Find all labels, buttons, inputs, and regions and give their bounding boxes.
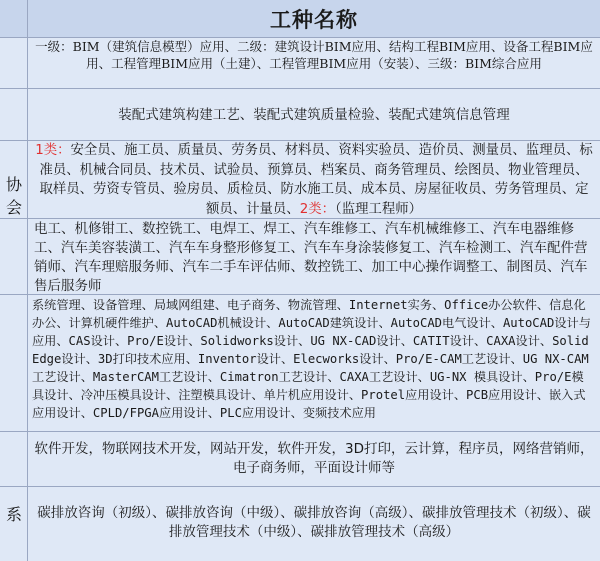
table-header bbox=[28, 0, 600, 38]
category-1-label: 1类： bbox=[35, 143, 71, 158]
row-prefab-text: 装配式建筑构建工艺、装配式建筑质量检验、装配式建筑信息管理 bbox=[118, 107, 510, 123]
left-header-cell bbox=[0, 0, 28, 38]
left-cell-5 bbox=[0, 295, 28, 432]
left-cell-2 bbox=[0, 89, 28, 141]
row-mechanic-trades bbox=[28, 219, 600, 295]
row-construction-staff bbox=[28, 141, 600, 219]
row-carbon bbox=[28, 487, 600, 561]
category-label-association: 协会 bbox=[5, 175, 22, 217]
row-prefab bbox=[28, 89, 600, 141]
row-bim-text: 一级：BIM（建筑信息模型）应用、二级：建筑设计BIM应用、结构工程BIM应用、设备工程BIM应用、工程管理BIM应用（土建）、工程管理BIM应用（安装）、三级：BIM综合应用 bbox=[35, 39, 593, 71]
category-1-text: 安全员、施工员、质量员、劳务员、材料员、资料实验员、造价员、测量员、监理员、标准员、机械合同员、技术员、试验员、预算员、档案员、商务管理员、绘图员、物业管理员、取样员、劳资专管员、验房员、质检员、防水施工员、成本员、房屋征收员、劳务管理员、定额员、计量员、 bbox=[39, 143, 593, 217]
category-2-label: 2类： bbox=[299, 201, 335, 217]
row-bim bbox=[28, 38, 600, 89]
category-2-text: （监理工程师） bbox=[335, 201, 423, 217]
row-cad-it bbox=[28, 295, 600, 432]
left-cell-4 bbox=[0, 219, 28, 295]
left-cell-1 bbox=[0, 38, 28, 89]
page-title: 工种名称 bbox=[270, 6, 358, 32]
row-software bbox=[28, 432, 600, 487]
left-category-column bbox=[0, 0, 28, 561]
row-software-text: 软件开发，物联网技术开发，网站开发，软件开发，3D打印，云计算，程序员，网络营销师，电子商务师，平面设计师等 bbox=[34, 441, 594, 476]
row-mechanic-trades-text: 电工、机修钳工、数控铣工、电焊工、焊工、汽车维修工、汽车机械维修工、汽车电器维修工、汽车美容装潢工、汽车车身整形修复工、汽车车身涂装修复工、汽车检测工、汽车配件营销师、汽车理赔服务师、汽车二手车评估师、数控铣工、加工中心操作调整工、制图员、汽车售后服务师 bbox=[34, 221, 588, 294]
left-cell-6 bbox=[0, 432, 28, 487]
row-carbon-text: 碳排放咨询（初级）、碳排放咨询（中级）、碳排放咨询（高级）、碳排放管理技术（初级）、碳排放管理技术（中级）、碳排放管理技术（高级） bbox=[37, 505, 591, 540]
row-cad-it-text: 系统管理、设备管理、局域网组建、电子商务、物流管理、Internet实务、Office办公软件、信息化办公、计算机硬件维护、AutoCAD机械设计、AutoCAD建筑设计、AutoCAD电气设计、AutoCAD设计与应用、CAS设计、Pro/E设计、Solidworks设计、UG NX-CAD设计、CATIT设计、CAXA设计、Solid Edge设计、3D打印技术应用、Inventor设计、Elecworks设计、Pro/E-CAM工艺设计、UG NX-CAM工艺设计、MasterCAM工艺设计、Cimatron工艺设计、CAXA工艺设计、UG-NX 模具设计、Pro/E模具设计、冷冲压模具设计、注塑模具设计、单片机应用设计、Protel应用设计、PCB应用设计、嵌入式应用设计、CPLD/FPGA应用设计、PLC应用设计、变频技术应用 bbox=[32, 298, 591, 420]
category-label-system: 系 bbox=[5, 505, 22, 524]
